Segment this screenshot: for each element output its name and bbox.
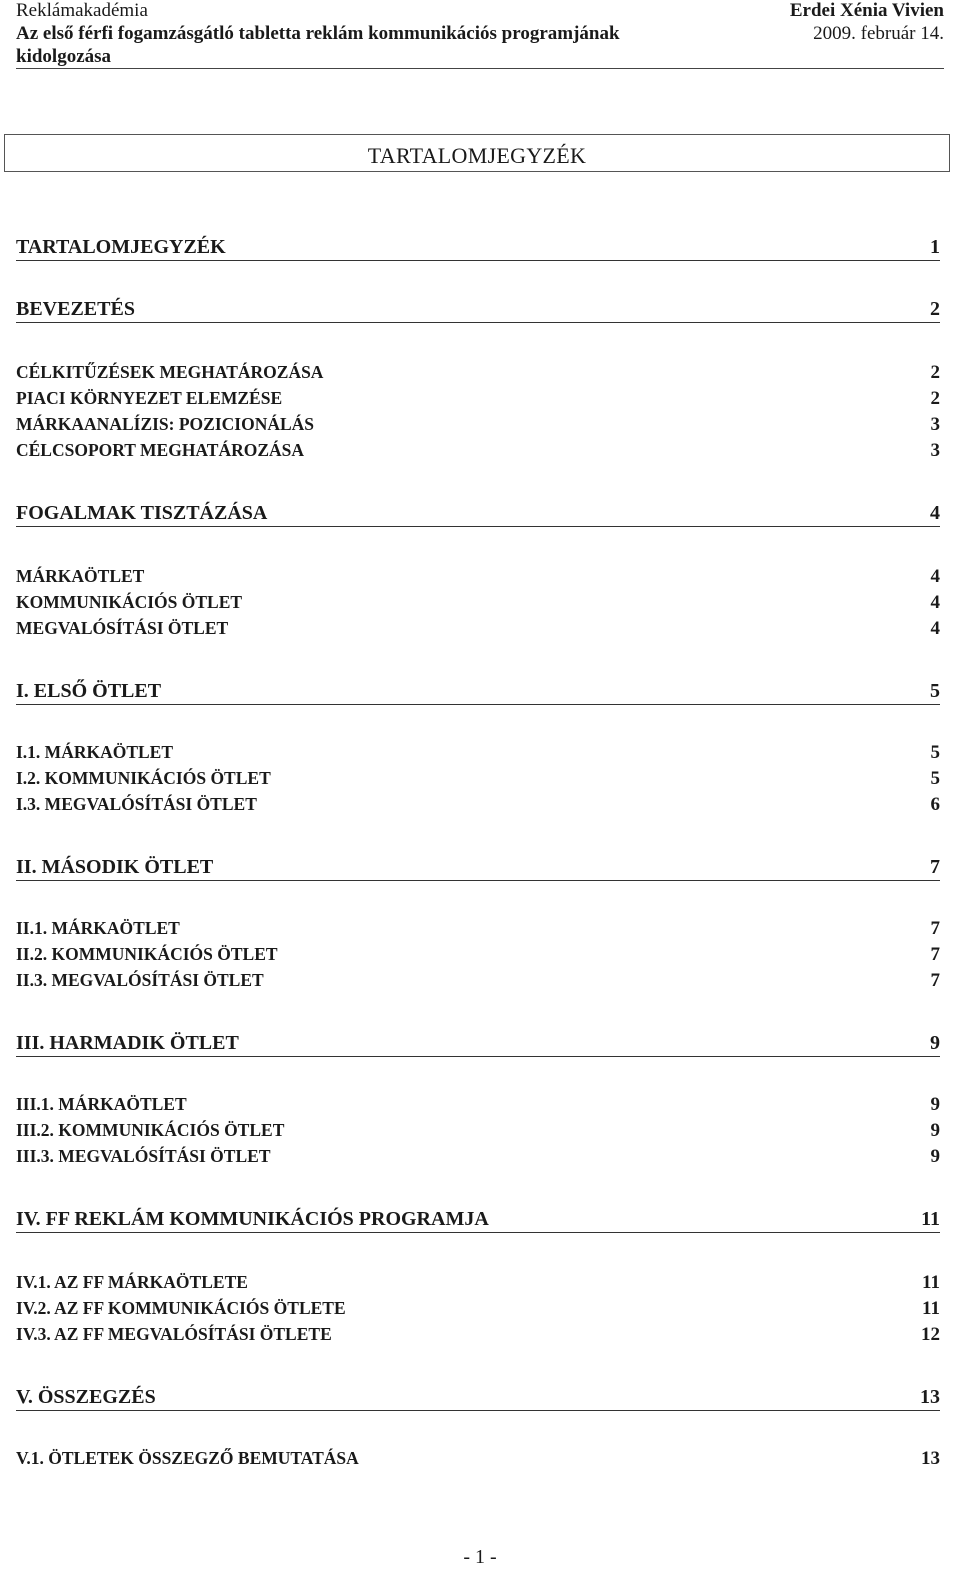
toc-entry-page: 11 <box>922 1298 940 1319</box>
toc-entry-label: PIACI KÖRNYEZET ELEMZÉSE <box>16 388 283 408</box>
toc-entry-label: I.3. MEGVALÓSÍTÁSI ÖTLET <box>16 794 257 814</box>
toc-entry-label: MEGVALÓSÍTÁSI ÖTLET <box>16 618 229 638</box>
toc-entry-page: 1 <box>930 236 940 258</box>
toc-entry-sub[interactable] <box>16 440 940 462</box>
toc-entry-page: 4 <box>930 502 940 524</box>
toc-entry-major[interactable] <box>16 1032 940 1057</box>
toc-entry-label: CÉLCSOPORT MEGHATÁROZÁSA <box>16 440 305 460</box>
toc-entry-page: 5 <box>930 742 940 763</box>
toc-entry-label: II.2. KOMMUNIKÁCIÓS ÖTLET <box>16 944 278 964</box>
toc-entry-page: 2 <box>930 388 940 409</box>
page-number: - 1 - <box>463 1546 497 1568</box>
toc-entry-label: I.1. MÁRKAÖTLET <box>16 742 174 762</box>
toc-entry-label: V.1. ÖTLETEK ÖSSZEGZŐ BEMUTATÁSA <box>16 1448 359 1468</box>
toc-entry-sub[interactable] <box>16 768 940 790</box>
toc-entry-sub[interactable] <box>16 1094 940 1116</box>
toc-entry-sub[interactable] <box>16 592 940 614</box>
toc-entry-major[interactable] <box>16 1386 940 1411</box>
toc-entry-page: 7 <box>930 918 940 939</box>
toc-entry-page: 9 <box>930 1120 940 1141</box>
toc-entry-sub[interactable] <box>16 1448 940 1470</box>
toc-entry-sub[interactable] <box>16 918 940 940</box>
toc-entry-major[interactable] <box>16 502 940 527</box>
header-date: 2009. február 14. <box>813 23 944 44</box>
toc-entry-page: 3 <box>930 414 940 435</box>
toc-entry-page: 3 <box>930 440 940 461</box>
toc-entry-sub[interactable] <box>16 742 940 764</box>
toc-entry-label: IV.2. AZ FF KOMMUNIKÁCIÓS ÖTLETE <box>16 1298 346 1318</box>
toc-entry-label: IV.1. AZ FF MÁRKAÖTLETE <box>16 1272 248 1292</box>
toc-entry-sub[interactable] <box>16 388 940 410</box>
toc-entry-page: 13 <box>920 1386 940 1408</box>
toc-entry-sub[interactable] <box>16 1272 940 1294</box>
toc-entry-sub[interactable] <box>16 1298 940 1320</box>
header-title-line1: Az első férfi fogamzásgátló tabletta reklám kommunikációs programjának <box>16 23 620 44</box>
toc-entry-label: IV.3. AZ FF MEGVALÓSÍTÁSI ÖTLETE <box>16 1324 332 1344</box>
toc-entry-page: 4 <box>930 618 940 639</box>
toc-entry-sub[interactable] <box>16 1324 940 1346</box>
toc-entry-label: BEVEZETÉS <box>16 298 135 320</box>
toc-entry-page: 4 <box>930 592 940 613</box>
toc-entry-page: 9 <box>930 1094 940 1115</box>
toc-entry-sub[interactable] <box>16 618 940 640</box>
toc-entry-page: 5 <box>930 680 940 702</box>
toc-entry-page: 7 <box>930 856 940 878</box>
toc-entry-sub[interactable] <box>16 1120 940 1142</box>
toc-entry-page: 11 <box>921 1208 940 1230</box>
toc-entry-sub[interactable] <box>16 414 940 436</box>
toc-entry-sub[interactable] <box>16 794 940 816</box>
toc-entry-page: 4 <box>930 566 940 587</box>
toc-entry-label: III.1. MÁRKAÖTLET <box>16 1094 187 1114</box>
toc-entry-label: TARTALOMJEGYZÉK <box>16 236 226 258</box>
toc-entry-sub[interactable] <box>16 566 940 588</box>
toc-entry-label: III. HARMADIK ÖTLET <box>16 1032 239 1054</box>
toc-entry-label: V. ÖSSZEGZÉS <box>16 1386 156 1408</box>
toc-entry-label: MÁRKAÖTLET <box>16 566 145 586</box>
toc-entry-sub[interactable] <box>16 970 940 992</box>
toc-entry-major[interactable] <box>16 680 940 705</box>
toc-entry-page: 12 <box>921 1324 940 1345</box>
header-title-line2: kidolgozása <box>16 46 112 67</box>
toc-entry-label: FOGALMAK TISZTÁZÁSA <box>16 502 268 524</box>
toc-entry-page: 13 <box>921 1448 940 1469</box>
toc-entry-page: 2 <box>930 362 940 383</box>
toc-entry-major[interactable] <box>16 856 940 881</box>
toc-entry-sub[interactable] <box>16 1146 940 1168</box>
toc-entry-page: 11 <box>922 1272 940 1293</box>
toc-entry-major[interactable] <box>16 236 940 261</box>
toc-entry-label: CÉLKITŰZÉSEK MEGHATÁROZÁSA <box>16 362 324 382</box>
toc-entry-sub[interactable] <box>16 944 940 966</box>
toc-entry-page: 9 <box>930 1146 940 1167</box>
toc-entry-sub[interactable] <box>16 362 940 384</box>
toc-entry-label: II. MÁSODIK ÖTLET <box>16 856 214 878</box>
toc-entry-label: IV. FF REKLÁM KOMMUNIKÁCIÓS PROGRAMJA <box>16 1208 489 1230</box>
toc-entry-page: 7 <box>930 944 940 965</box>
toc-entry-page: 2 <box>930 298 940 320</box>
toc-entry-page: 6 <box>930 794 940 815</box>
toc-entry-label: I. ELSŐ ÖTLET <box>16 680 162 702</box>
toc-entry-major[interactable] <box>16 1208 940 1233</box>
toc-entry-label: III.2. KOMMUNIKÁCIÓS ÖTLET <box>16 1120 285 1140</box>
toc-entry-label: MÁRKAANALÍZIS: POZICIONÁLÁS <box>16 414 315 434</box>
toc-entry-label: KOMMUNIKÁCIÓS ÖTLET <box>16 592 243 612</box>
toc-entry-page: 7 <box>930 970 940 991</box>
toc-entry-page: 9 <box>930 1032 940 1054</box>
toc-entry-label: III.3. MEGVALÓSÍTÁSI ÖTLET <box>16 1146 271 1166</box>
toc-entry-label: I.2. KOMMUNIKÁCIÓS ÖTLET <box>16 768 271 788</box>
header-author: Erdei Xénia Vivien <box>789 0 944 21</box>
header-org: Reklámakadémia <box>16 0 148 21</box>
toc-entry-major[interactable] <box>16 298 940 323</box>
toc-title: TARTALOMJEGYZÉK <box>367 143 587 168</box>
toc-entry-label: II.1. MÁRKAÖTLET <box>16 918 180 938</box>
toc-entry-page: 5 <box>930 768 940 789</box>
page-header <box>16 0 944 69</box>
toc-entry-label: II.3. MEGVALÓSÍTÁSI ÖTLET <box>16 970 264 990</box>
toc-title-box <box>4 134 950 172</box>
